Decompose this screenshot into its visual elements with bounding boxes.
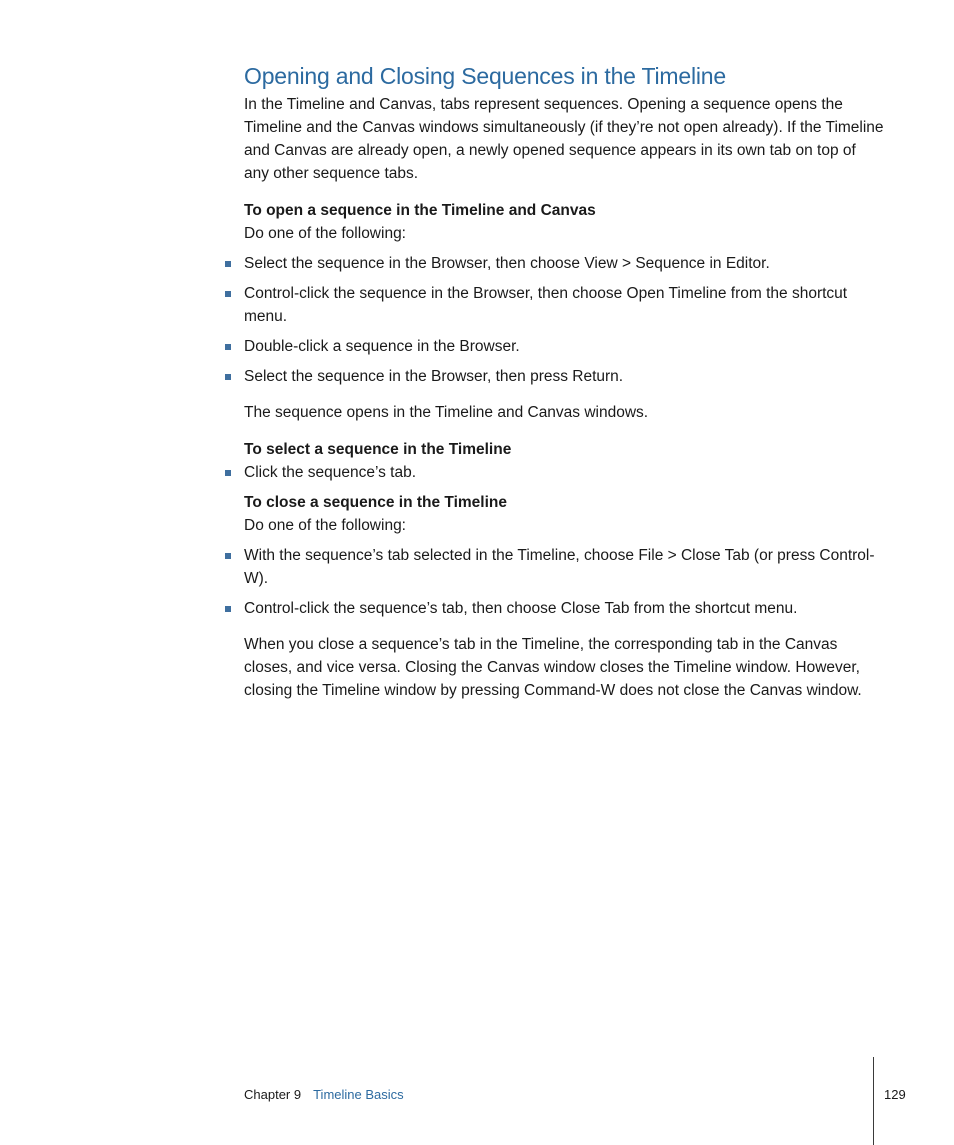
section-title: Opening and Closing Sequences in the Timeline: [244, 63, 726, 89]
list-item-text: Click the sequence’s tab.: [244, 464, 417, 481]
list-item: [244, 335, 884, 358]
footer-chapter-name: Timeline Basics: [313, 1087, 404, 1102]
bullet-icon: [225, 606, 231, 612]
close-procedure-list: [244, 544, 884, 620]
list-item: [244, 461, 884, 484]
list-item: [244, 597, 884, 620]
list-item: [244, 544, 884, 590]
list-item-text: Select the sequence in the Browser, then choose View > Sequence in Editor.: [244, 255, 770, 272]
list-item-text: Double-click a sequence in the Browser.: [244, 338, 520, 355]
close-procedure-title: To close a sequence in the Timeline: [244, 494, 508, 511]
bullet-icon: [225, 344, 231, 350]
list-item-text: With the sequence’s tab selected in the Timeline, choose File > Close Tab (or press Control-W).: [244, 547, 875, 587]
bullet-icon: [225, 291, 231, 297]
bullet-icon: [225, 261, 231, 267]
list-item-text: Select the sequence in the Browser, then press Return.: [244, 368, 624, 385]
open-procedure-result: The sequence opens in the Timeline and Canvas windows.: [244, 404, 649, 421]
intro-paragraph: In the Timeline and Canvas, tabs represent sequences. Opening a sequence opens the Timeline and the Canvas windows simultaneously (if they’re not open already). If the Timeline and Canvas are already open, a newly opened sequence appears in its own tab on top of any other sequence tabs.: [244, 96, 884, 182]
list-item: [244, 252, 884, 275]
footer-chapter-label: Chapter 9: [244, 1087, 302, 1102]
close-procedure-result: When you close a sequence’s tab in the Timeline, the corresponding tab in the Canvas closes, and vice versa. Closing the Canvas window closes the Timeline window. However, closing the Timeline window by pressing Command-W does not close the Canvas window.: [244, 636, 862, 699]
page-number: 129: [884, 1087, 906, 1102]
list-item-text: Control-click the sequence’s tab, then choose Close Tab from the shortcut menu.: [244, 600, 798, 617]
page-footer: [244, 1085, 404, 1105]
page-content: [244, 60, 884, 702]
open-procedure-title: To open a sequence in the Timeline and Canvas: [244, 202, 596, 219]
footer-divider: [873, 1057, 874, 1145]
open-procedure-lead: Do one of the following:: [244, 225, 406, 242]
bullet-icon: [225, 470, 231, 476]
bullet-icon: [225, 553, 231, 559]
close-procedure-lead: Do one of the following:: [244, 517, 406, 534]
list-item: [244, 365, 884, 388]
bullet-icon: [225, 374, 231, 380]
list-item: [244, 282, 884, 328]
select-procedure-title: To select a sequence in the Timeline: [244, 441, 512, 458]
list-item-text: Control-click the sequence in the Browser, then choose Open Timeline from the shortcut menu.: [244, 285, 848, 325]
open-procedure-list: [244, 252, 884, 388]
select-procedure-list: [244, 461, 884, 484]
